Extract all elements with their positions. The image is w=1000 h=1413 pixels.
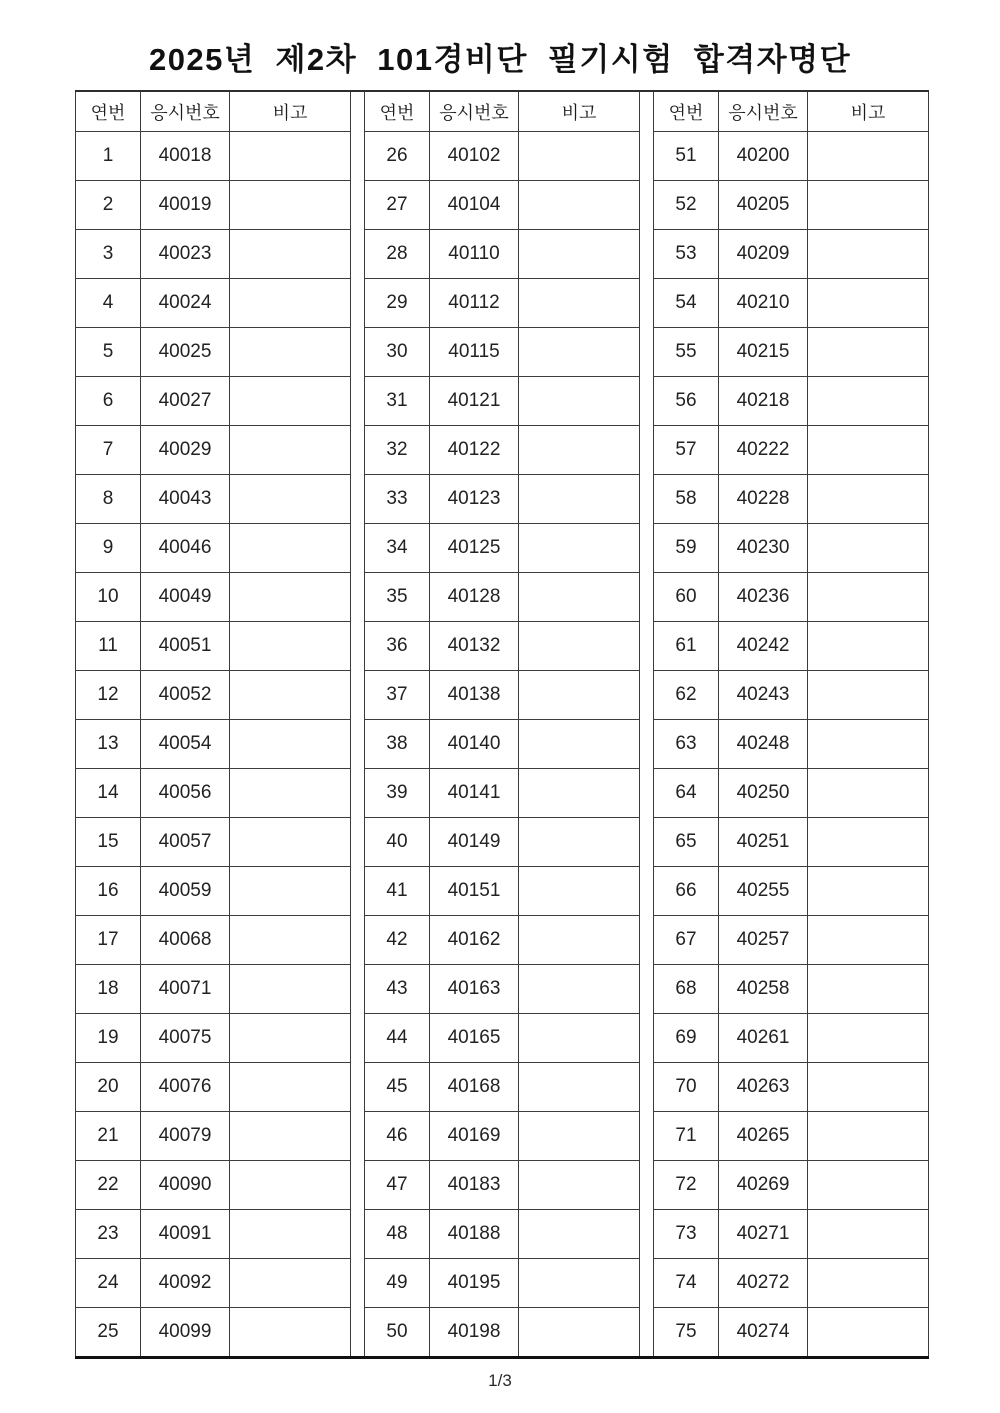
remark-cell (230, 279, 351, 328)
table-row (76, 132, 929, 181)
serial-number-cell: 23 (76, 1210, 141, 1259)
candidate-number-cell: 40168 (430, 1063, 519, 1112)
candidate-number-cell: 40248 (719, 720, 808, 769)
column-header: 연번 (654, 91, 719, 132)
remark-cell (230, 181, 351, 230)
page-title: 2025년 제2차 101경비단 필기시험 합격자명단 (148, 42, 852, 77)
serial-number-cell: 66 (654, 867, 719, 916)
table-row (76, 230, 929, 279)
serial-number-cell: 12 (76, 671, 141, 720)
candidate-number-cell: 40023 (141, 230, 230, 279)
remark-cell (230, 524, 351, 573)
candidate-number-cell: 40029 (141, 426, 230, 475)
candidate-number-cell: 40115 (430, 328, 519, 377)
serial-number-cell: 31 (365, 377, 430, 426)
table-row (76, 573, 929, 622)
serial-number-cell: 22 (76, 1161, 141, 1210)
candidate-number-cell: 40025 (141, 328, 230, 377)
remark-cell (808, 769, 929, 818)
table-row (76, 818, 929, 867)
remark-cell (808, 1014, 929, 1063)
remark-cell (519, 867, 640, 916)
remark-cell (519, 132, 640, 181)
serial-number-cell: 39 (365, 769, 430, 818)
serial-number-cell: 59 (654, 524, 719, 573)
table-row (76, 524, 929, 573)
column-header: 비고 (808, 91, 929, 132)
candidate-number-cell: 40255 (719, 867, 808, 916)
candidate-number-cell: 40198 (430, 1308, 519, 1358)
serial-number-cell: 33 (365, 475, 430, 524)
remark-cell (230, 1308, 351, 1358)
serial-number-cell: 25 (76, 1308, 141, 1358)
remark-cell (519, 916, 640, 965)
candidate-number-cell: 40257 (719, 916, 808, 965)
remark-cell (230, 818, 351, 867)
column-header: 비고 (230, 91, 351, 132)
remark-cell (519, 1014, 640, 1063)
candidate-number-cell: 40243 (719, 671, 808, 720)
remark-cell (230, 1014, 351, 1063)
serial-number-cell: 17 (76, 916, 141, 965)
candidate-number-cell: 40228 (719, 475, 808, 524)
remark-cell (230, 377, 351, 426)
table-row (76, 1161, 929, 1210)
remark-cell (808, 181, 929, 230)
candidate-number-cell: 40027 (141, 377, 230, 426)
remark-cell (808, 1210, 929, 1259)
candidate-number-cell: 40200 (719, 132, 808, 181)
candidate-number-cell: 40218 (719, 377, 808, 426)
remark-cell (519, 1112, 640, 1161)
serial-number-cell: 18 (76, 965, 141, 1014)
remark-cell (230, 867, 351, 916)
candidate-number-cell: 40092 (141, 1259, 230, 1308)
remark-cell (808, 426, 929, 475)
serial-number-cell: 4 (76, 279, 141, 328)
candidate-number-cell: 40215 (719, 328, 808, 377)
candidate-number-cell: 40263 (719, 1063, 808, 1112)
candidate-number-cell: 40183 (430, 1161, 519, 1210)
table-row (76, 1308, 929, 1358)
table-row (76, 916, 929, 965)
candidate-number-cell: 40075 (141, 1014, 230, 1063)
table-row (76, 720, 929, 769)
remark-cell (808, 328, 929, 377)
candidate-number-cell: 40122 (430, 426, 519, 475)
serial-number-cell: 56 (654, 377, 719, 426)
remark-cell (519, 1161, 640, 1210)
serial-number-cell: 26 (365, 132, 430, 181)
candidate-number-cell: 40236 (719, 573, 808, 622)
table-row (76, 965, 929, 1014)
remark-cell (230, 475, 351, 524)
candidate-number-cell: 40104 (430, 181, 519, 230)
serial-number-cell: 10 (76, 573, 141, 622)
column-header: 연번 (365, 91, 430, 132)
table-row (76, 867, 929, 916)
remark-cell (230, 1210, 351, 1259)
remark-cell (808, 1112, 929, 1161)
remark-cell (519, 181, 640, 230)
remark-cell (808, 1308, 929, 1358)
remark-cell (519, 279, 640, 328)
remark-cell (519, 524, 640, 573)
candidate-number-cell: 40195 (430, 1259, 519, 1308)
serial-number-cell: 73 (654, 1210, 719, 1259)
serial-number-cell: 16 (76, 867, 141, 916)
serial-number-cell: 71 (654, 1112, 719, 1161)
remark-cell (808, 867, 929, 916)
serial-number-cell: 28 (365, 230, 430, 279)
serial-number-cell: 6 (76, 377, 141, 426)
results-table-body (76, 91, 929, 1358)
remark-cell (808, 573, 929, 622)
serial-number-cell: 30 (365, 328, 430, 377)
candidate-number-cell: 40091 (141, 1210, 230, 1259)
candidate-number-cell: 40079 (141, 1112, 230, 1161)
candidate-number-cell: 40076 (141, 1063, 230, 1112)
serial-number-cell: 40 (365, 818, 430, 867)
candidate-number-cell: 40269 (719, 1161, 808, 1210)
serial-number-cell: 67 (654, 916, 719, 965)
table-row (76, 1259, 929, 1308)
candidate-number-cell: 40049 (141, 573, 230, 622)
candidate-number-cell: 40132 (430, 622, 519, 671)
serial-number-cell: 75 (654, 1308, 719, 1358)
serial-number-cell: 63 (654, 720, 719, 769)
remark-cell (519, 475, 640, 524)
serial-number-cell: 49 (365, 1259, 430, 1308)
serial-number-cell: 1 (76, 132, 141, 181)
candidate-number-cell: 40188 (430, 1210, 519, 1259)
serial-number-cell: 69 (654, 1014, 719, 1063)
remark-cell (230, 1063, 351, 1112)
remark-cell (230, 426, 351, 475)
candidate-number-cell: 40059 (141, 867, 230, 916)
remark-cell (808, 671, 929, 720)
table-row (76, 279, 929, 328)
serial-number-cell: 68 (654, 965, 719, 1014)
remark-cell (808, 475, 929, 524)
serial-number-cell: 46 (365, 1112, 430, 1161)
serial-number-cell: 61 (654, 622, 719, 671)
table-row (76, 475, 929, 524)
serial-number-cell: 62 (654, 671, 719, 720)
remark-cell (519, 573, 640, 622)
serial-number-cell: 9 (76, 524, 141, 573)
remark-cell (808, 965, 929, 1014)
candidate-number-cell: 40169 (430, 1112, 519, 1161)
serial-number-cell: 53 (654, 230, 719, 279)
remark-cell (519, 671, 640, 720)
remark-cell (808, 916, 929, 965)
remark-cell (230, 328, 351, 377)
table-row (76, 1112, 929, 1161)
remark-cell (230, 230, 351, 279)
candidate-number-cell: 40274 (719, 1308, 808, 1358)
candidate-number-cell: 40222 (719, 426, 808, 475)
column-header: 비고 (519, 91, 640, 132)
serial-number-cell: 24 (76, 1259, 141, 1308)
candidate-number-cell: 40250 (719, 769, 808, 818)
table-row (76, 328, 929, 377)
remark-cell (230, 916, 351, 965)
table-row (76, 769, 929, 818)
remark-cell (519, 328, 640, 377)
serial-number-cell: 11 (76, 622, 141, 671)
remark-cell (808, 230, 929, 279)
serial-number-cell: 72 (654, 1161, 719, 1210)
remark-cell (230, 965, 351, 1014)
column-header: 응시번호 (430, 91, 519, 132)
serial-number-cell: 34 (365, 524, 430, 573)
remark-cell (808, 622, 929, 671)
serial-number-cell: 58 (654, 475, 719, 524)
table-row (76, 426, 929, 475)
candidate-number-cell: 40024 (141, 279, 230, 328)
serial-number-cell: 74 (654, 1259, 719, 1308)
candidate-number-cell: 40090 (141, 1161, 230, 1210)
candidate-number-cell: 40261 (719, 1014, 808, 1063)
candidate-number-cell: 40258 (719, 965, 808, 1014)
table-row (76, 622, 929, 671)
candidate-number-cell: 40149 (430, 818, 519, 867)
remark-cell (519, 769, 640, 818)
serial-number-cell: 3 (76, 230, 141, 279)
candidate-number-cell: 40162 (430, 916, 519, 965)
serial-number-cell: 54 (654, 279, 719, 328)
remark-cell (519, 1063, 640, 1112)
candidate-number-cell: 40121 (430, 377, 519, 426)
serial-number-cell: 29 (365, 279, 430, 328)
candidate-number-cell: 40046 (141, 524, 230, 573)
remark-cell (808, 132, 929, 181)
candidate-number-cell: 40242 (719, 622, 808, 671)
remark-cell (519, 720, 640, 769)
results-table (75, 90, 929, 1359)
table-row (76, 377, 929, 426)
serial-number-cell: 5 (76, 328, 141, 377)
candidate-number-cell: 40068 (141, 916, 230, 965)
remark-cell (519, 1210, 640, 1259)
serial-number-cell: 64 (654, 769, 719, 818)
serial-number-cell: 52 (654, 181, 719, 230)
serial-number-cell: 45 (365, 1063, 430, 1112)
serial-number-cell: 41 (365, 867, 430, 916)
group-divider (640, 91, 654, 1358)
remark-cell (808, 377, 929, 426)
remark-cell (230, 671, 351, 720)
serial-number-cell: 35 (365, 573, 430, 622)
serial-number-cell: 15 (76, 818, 141, 867)
serial-number-cell: 8 (76, 475, 141, 524)
remark-cell (230, 573, 351, 622)
candidate-number-cell: 40265 (719, 1112, 808, 1161)
candidate-number-cell: 40272 (719, 1259, 808, 1308)
serial-number-cell: 65 (654, 818, 719, 867)
candidate-number-cell: 40043 (141, 475, 230, 524)
serial-number-cell: 21 (76, 1112, 141, 1161)
candidate-number-cell: 40165 (430, 1014, 519, 1063)
serial-number-cell: 27 (365, 181, 430, 230)
serial-number-cell: 43 (365, 965, 430, 1014)
serial-number-cell: 48 (365, 1210, 430, 1259)
serial-number-cell: 37 (365, 671, 430, 720)
candidate-number-cell: 40209 (719, 230, 808, 279)
remark-cell (230, 622, 351, 671)
table-row (76, 671, 929, 720)
serial-number-cell: 47 (365, 1161, 430, 1210)
remark-cell (808, 1259, 929, 1308)
remark-cell (230, 132, 351, 181)
candidate-number-cell: 40205 (719, 181, 808, 230)
remark-cell (519, 818, 640, 867)
remark-cell (230, 1259, 351, 1308)
remark-cell (808, 279, 929, 328)
column-header: 응시번호 (141, 91, 230, 132)
candidate-number-cell: 40102 (430, 132, 519, 181)
serial-number-cell: 42 (365, 916, 430, 965)
serial-number-cell: 51 (654, 132, 719, 181)
remark-cell (519, 1259, 640, 1308)
candidate-number-cell: 40140 (430, 720, 519, 769)
serial-number-cell: 20 (76, 1063, 141, 1112)
candidate-number-cell: 40163 (430, 965, 519, 1014)
header-row (76, 91, 929, 132)
serial-number-cell: 55 (654, 328, 719, 377)
serial-number-cell: 2 (76, 181, 141, 230)
page-number: 1/3 (488, 1371, 512, 1390)
remark-cell (230, 1112, 351, 1161)
serial-number-cell: 7 (76, 426, 141, 475)
candidate-number-cell: 40018 (141, 132, 230, 181)
candidate-number-cell: 40128 (430, 573, 519, 622)
serial-number-cell: 50 (365, 1308, 430, 1358)
candidate-number-cell: 40151 (430, 867, 519, 916)
serial-number-cell: 38 (365, 720, 430, 769)
candidate-number-cell: 40210 (719, 279, 808, 328)
remark-cell (808, 524, 929, 573)
candidate-number-cell: 40052 (141, 671, 230, 720)
candidate-number-cell: 40099 (141, 1308, 230, 1358)
column-header: 연번 (76, 91, 141, 132)
serial-number-cell: 70 (654, 1063, 719, 1112)
serial-number-cell: 32 (365, 426, 430, 475)
remark-cell (808, 1161, 929, 1210)
candidate-number-cell: 40051 (141, 622, 230, 671)
serial-number-cell: 14 (76, 769, 141, 818)
candidate-number-cell: 40271 (719, 1210, 808, 1259)
candidate-number-cell: 40019 (141, 181, 230, 230)
table-row (76, 1014, 929, 1063)
pass-list-table-wrap (75, 90, 921, 1359)
candidate-number-cell: 40057 (141, 818, 230, 867)
candidate-number-cell: 40054 (141, 720, 230, 769)
candidate-number-cell: 40230 (719, 524, 808, 573)
candidate-number-cell: 40123 (430, 475, 519, 524)
table-row (76, 1063, 929, 1112)
candidate-number-cell: 40112 (430, 279, 519, 328)
candidate-number-cell: 40056 (141, 769, 230, 818)
candidate-number-cell: 40251 (719, 818, 808, 867)
serial-number-cell: 13 (76, 720, 141, 769)
remark-cell (519, 965, 640, 1014)
remark-cell (230, 769, 351, 818)
candidate-number-cell: 40110 (430, 230, 519, 279)
remark-cell (230, 1161, 351, 1210)
column-header: 응시번호 (719, 91, 808, 132)
remark-cell (808, 1063, 929, 1112)
remark-cell (808, 720, 929, 769)
group-divider (351, 91, 365, 1358)
serial-number-cell: 44 (365, 1014, 430, 1063)
table-row (76, 181, 929, 230)
table-row (76, 1210, 929, 1259)
remark-cell (519, 426, 640, 475)
remark-cell (519, 230, 640, 279)
candidate-number-cell: 40125 (430, 524, 519, 573)
remark-cell (519, 1308, 640, 1358)
remark-cell (230, 720, 351, 769)
remark-cell (519, 377, 640, 426)
serial-number-cell: 36 (365, 622, 430, 671)
serial-number-cell: 60 (654, 573, 719, 622)
candidate-number-cell: 40071 (141, 965, 230, 1014)
remark-cell (808, 818, 929, 867)
candidate-number-cell: 40138 (430, 671, 519, 720)
remark-cell (519, 622, 640, 671)
serial-number-cell: 57 (654, 426, 719, 475)
candidate-number-cell: 40141 (430, 769, 519, 818)
serial-number-cell: 19 (76, 1014, 141, 1063)
